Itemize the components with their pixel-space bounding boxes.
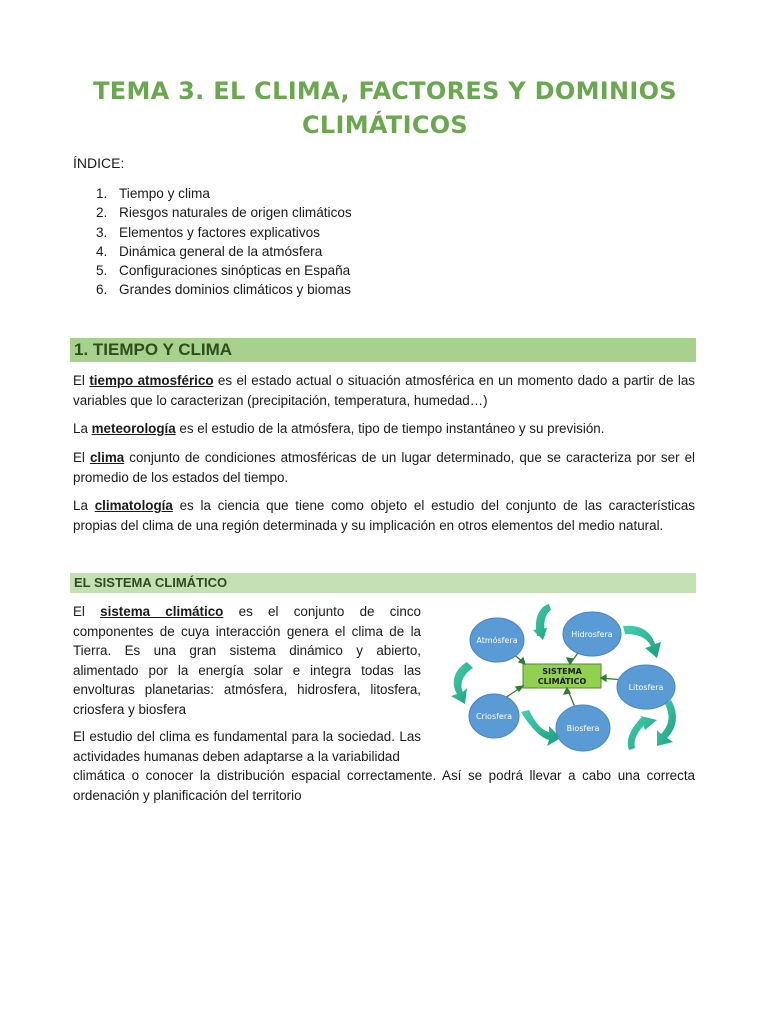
paragraph-estudio-clima-part1: El estudio del clima es fundamental para la sociedad. Las actividades humanas deben adaptarse a la variabilidad	[73, 729, 421, 764]
index-item: 4. Dinámica general de la atmósfera	[96, 243, 323, 259]
index-item: 1. Tiempo y clima	[96, 186, 210, 201]
term-climatologia: climatología	[94, 498, 173, 513]
svg-text:Atmósfera: Atmósfera	[476, 636, 518, 645]
section-heading-tiempo-y-clima: 1. TIEMPO Y CLIMA	[70, 338, 696, 362]
svg-text:Hidrosfera: Hidrosfera	[571, 630, 613, 639]
svg-text:Criosfera: Criosfera	[475, 712, 513, 721]
climate-system-diagram	[445, 600, 695, 765]
svg-text:Litosfera: Litosfera	[628, 683, 664, 692]
arrow-hidrosfera-litosfera-icon	[623, 626, 661, 658]
subsection-heading-sistema-climatico: EL SISTEMA CLIMÁTICO	[70, 573, 696, 593]
title-line-2: CLIMÁTICOS	[301, 111, 469, 139]
paragraph-estudio-clima-part2: climática o conocer la distribución espacial correctamente. Así se podrá llevar a cabo una correcta ordenación y planificación del territorio	[73, 768, 695, 803]
node-atmosfera	[470, 618, 524, 662]
paragraph-sistema-climatico: El sistema climático es el conjunto de cinco componentes de cuya interacción genera el clima de la Tierra. Es una gran sistema dinámico y abierto, alimentado por la energía solar e integra todas las envolturas planetarias: atmósfera, hidrosfera, litosfera, criosfera y biosfera	[73, 604, 421, 717]
index-item: 3. Elementos y factores explicativos	[96, 224, 320, 240]
term-meteorologia: meteorología	[91, 421, 176, 436]
index-item: 6. Grandes dominios climáticos y biomas	[96, 282, 351, 298]
term-clima: clima	[89, 450, 125, 465]
arrow-litosfera-biosfera-icon	[628, 716, 657, 750]
node-hidrosfera	[563, 612, 621, 656]
arrow-biosfera-criosfera-icon	[521, 710, 561, 746]
index-label: ÍNDICE:	[73, 155, 125, 171]
term-tiempo-atmosferico: tiempo atmosférico	[89, 373, 214, 388]
node-biosfera	[556, 705, 610, 751]
term-sistema-climatico: sistema climático	[100, 604, 224, 619]
title-line-1: TEMA 3. EL CLIMA, FACTORES Y DOMINIOS	[93, 77, 677, 105]
index-item: 5. Configuraciones sinópticas en España	[96, 263, 351, 279]
center-label-line1: SISTEMA	[542, 667, 582, 676]
paragraph-clima: El clima conjunto de condiciones atmosféricas de un lugar determinado, que se caracteriza por ser el promedio de los estados del tiempo.	[73, 450, 695, 485]
arrow-criosfera-atmosfera-icon	[451, 662, 473, 704]
index-item: 2. Riesgos naturales de origen climáticos	[96, 205, 352, 221]
arrow-atmosfera-hidrosfera-icon	[533, 604, 551, 640]
document-title	[60, 74, 710, 142]
paragraph-meteorologia: La meteorología es el estudio de la atmósfera, tipo de tiempo instantáneo y su previsión.	[73, 421, 605, 436]
center-label-line2: CLIMÁTICO	[537, 677, 587, 686]
node-litosfera	[617, 665, 675, 709]
paragraph-tiempo-atmosferico: El tiempo atmosférico es el estado actual o situación atmosférica en un momento dado a partir de las variables que lo caracterizan (precipitación, temperatura, humedad…)	[73, 373, 695, 408]
paragraph-climatologia: La climatología es la ciencia que tiene como objeto el estudio del conjunto de las características propias del clima de una región determinada y su implicación en otros elementos del medio natural.	[73, 498, 695, 533]
node-criosfera	[469, 694, 519, 738]
index-list	[96, 184, 352, 300]
svg-text:Biosfera: Biosfera	[566, 724, 600, 733]
